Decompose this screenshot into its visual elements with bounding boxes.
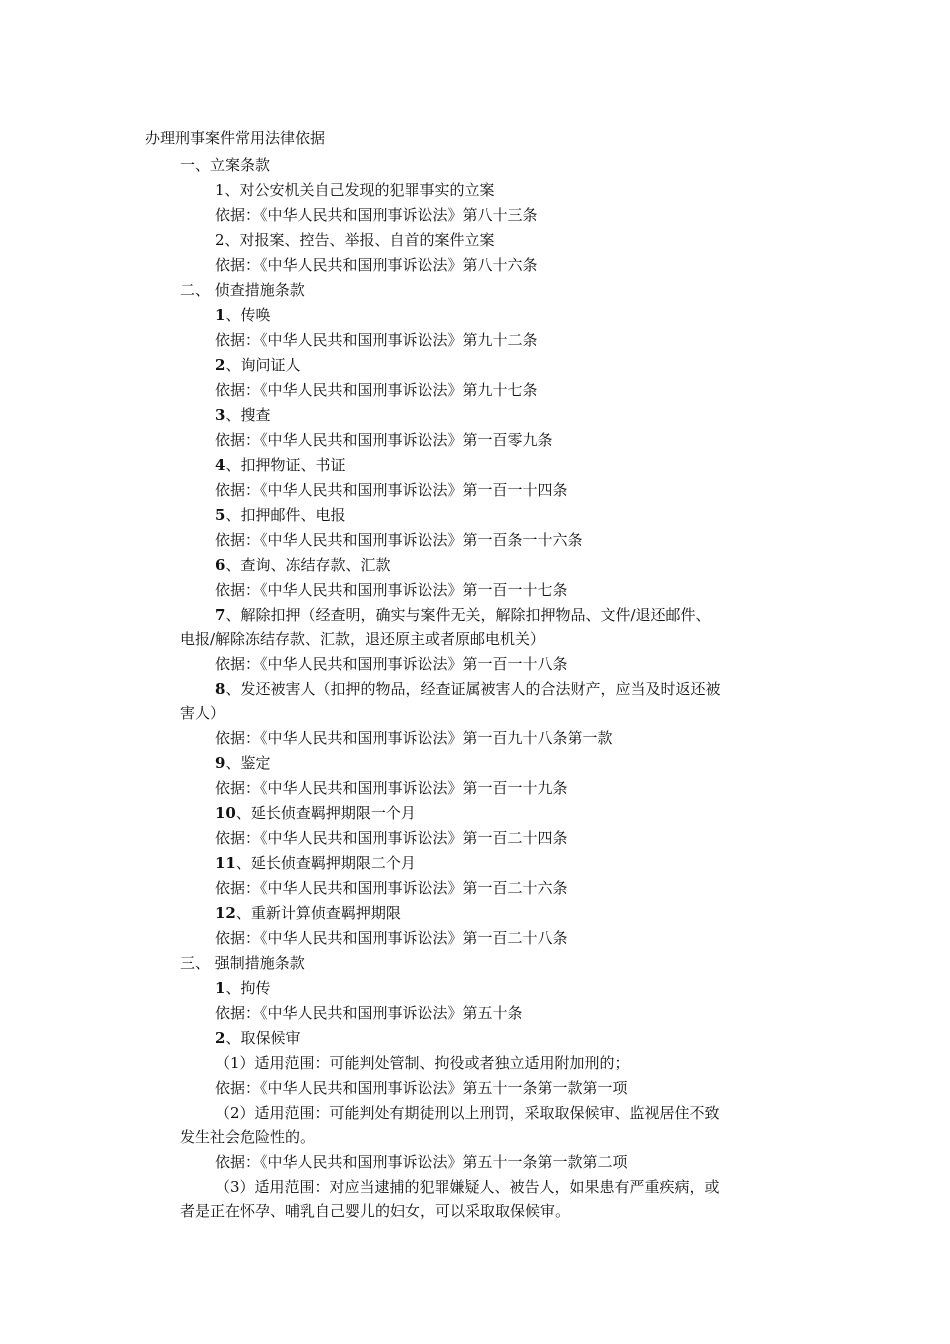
text-line xyxy=(215,430,553,450)
line-text: 依据：《中华人民共和国刑事诉讼法》第五十一条第一款第二项 xyxy=(215,1153,628,1171)
line-text: 、询问证人 xyxy=(225,356,301,374)
text-line xyxy=(215,480,568,500)
text-line xyxy=(215,180,495,200)
line-text: 依据：《中华人民共和国刑事诉讼法》第一百二十四条 xyxy=(215,829,568,847)
item-number: 1 xyxy=(215,979,226,997)
item-number: 7 xyxy=(215,606,226,624)
text-line xyxy=(180,629,545,649)
line-text: 依据：《中华人民共和国刑事诉讼法》第五十条 xyxy=(215,1004,523,1022)
text-line xyxy=(215,505,345,525)
line-text: 办理刑事案件常用法律依据 xyxy=(145,129,326,147)
text-line xyxy=(215,305,270,325)
document-title xyxy=(145,128,325,148)
line-text: 依据：《中华人民共和国刑事诉讼法》第一百条一十六条 xyxy=(215,531,583,549)
line-text: 、搜查 xyxy=(225,406,271,424)
line-text: 、拘传 xyxy=(225,979,271,997)
text-line xyxy=(215,778,568,798)
text-line xyxy=(215,380,538,400)
text-line xyxy=(215,803,416,823)
line-text: 依据：《中华人民共和国刑事诉讼法》第一百二十六条 xyxy=(215,879,568,897)
text-line xyxy=(180,1127,315,1147)
item-number: 10 xyxy=(215,804,236,822)
line-text: 依据：《中华人民共和国刑事诉讼法》第九十七条 xyxy=(215,381,538,399)
text-line xyxy=(215,828,568,848)
item-number: 4 xyxy=(215,456,226,474)
line-text: 依据：《中华人民共和国刑事诉讼法》第八十六条 xyxy=(215,256,538,274)
line-text: 发生社会危险性的。 xyxy=(180,1128,316,1146)
text-line xyxy=(180,155,270,175)
text-line xyxy=(215,903,401,923)
line-text: 三、 强制措施条款 xyxy=(180,954,305,972)
item-number: 11 xyxy=(215,854,236,872)
line-text: 依据：《中华人民共和国刑事诉讼法》第九十二条 xyxy=(215,331,538,349)
text-line xyxy=(215,255,538,275)
line-text: （3）适用范围：对应当逮捕的犯罪嫌疑人、被告人，如果患有严重疾病，或 xyxy=(215,1178,720,1196)
text-line xyxy=(215,753,270,773)
text-line xyxy=(215,1152,628,1172)
line-text: 、重新计算侦查羁押期限 xyxy=(235,904,401,922)
text-line xyxy=(215,1177,720,1197)
text-line xyxy=(215,1078,628,1098)
text-line xyxy=(215,205,538,225)
item-number: 2 xyxy=(215,356,226,374)
line-text: 、延长侦查羁押期限一个月 xyxy=(235,804,416,822)
text-line xyxy=(180,953,305,973)
line-text: 、取保候审 xyxy=(225,1029,301,1047)
text-line xyxy=(215,605,711,625)
item-number: 12 xyxy=(215,904,236,922)
line-text: 一、立案条款 xyxy=(180,156,271,174)
line-text: 依据：《中华人民共和国刑事诉讼法》第五十一条第一款第一项 xyxy=(215,1079,628,1097)
text-line xyxy=(180,1201,570,1221)
item-number: 1 xyxy=(215,306,226,324)
text-line xyxy=(215,355,300,375)
item-number: 8 xyxy=(215,680,226,698)
line-text: 依据：《中华人民共和国刑事诉讼法》第一百九十八条第一款 xyxy=(215,729,613,747)
line-text: 2、对报案、控告、举报、自首的案件立案 xyxy=(215,231,495,249)
text-line xyxy=(215,455,345,475)
line-text: 、解除扣押（经查明，确实与案件无关，解除扣押物品、文件/退还邮件、 xyxy=(225,606,711,624)
text-line xyxy=(215,330,538,350)
text-line xyxy=(215,679,720,699)
item-number: 5 xyxy=(215,506,226,524)
text-line xyxy=(215,728,613,748)
line-text: 依据：《中华人民共和国刑事诉讼法》第一百零九条 xyxy=(215,431,553,449)
text-line xyxy=(180,280,305,300)
line-text: 依据：《中华人民共和国刑事诉讼法》第八十三条 xyxy=(215,206,538,224)
line-text: 依据：《中华人民共和国刑事诉讼法》第一百一十九条 xyxy=(215,779,568,797)
line-text: （1）适用范围：可能判处管制、拘役或者独立适用附加刑的； xyxy=(215,1054,630,1072)
item-number: 3 xyxy=(215,406,226,424)
line-text: 依据：《中华人民共和国刑事诉讼法》第一百一十八条 xyxy=(215,655,568,673)
text-line xyxy=(180,703,225,723)
line-text: 依据：《中华人民共和国刑事诉讼法》第一百一十四条 xyxy=(215,481,568,499)
text-line xyxy=(215,654,568,674)
text-line xyxy=(215,580,568,600)
line-text: 、发还被害人（扣押的物品，经查证属被害人的合法财产，应当及时返还被 xyxy=(225,680,721,698)
line-text: 、扣押邮件、电报 xyxy=(225,506,346,524)
text-line xyxy=(215,1003,523,1023)
item-number: 2 xyxy=(215,1029,226,1047)
line-text: 二、 侦查措施条款 xyxy=(180,281,305,299)
line-text: 、延长侦查羁押期限二个月 xyxy=(235,854,416,872)
text-line xyxy=(215,853,416,873)
text-line xyxy=(215,405,270,425)
item-number: 6 xyxy=(215,556,226,574)
line-text: 、查询、冻结存款、汇款 xyxy=(225,556,391,574)
text-line xyxy=(215,978,270,998)
line-text: 依据：《中华人民共和国刑事诉讼法》第一百一十七条 xyxy=(215,581,568,599)
line-text: 、鉴定 xyxy=(225,754,271,772)
text-line xyxy=(215,555,390,575)
text-line xyxy=(215,1103,720,1123)
text-line xyxy=(215,1028,300,1048)
text-line xyxy=(215,1053,630,1073)
line-text: 依据：《中华人民共和国刑事诉讼法》第一百二十八条 xyxy=(215,929,568,947)
line-text: 、扣押物证、书证 xyxy=(225,456,346,474)
line-text: 1、对公安机关自己发现的犯罪事实的立案 xyxy=(215,181,495,199)
item-number: 9 xyxy=(215,754,226,772)
text-line xyxy=(215,530,583,550)
text-line xyxy=(215,928,568,948)
text-line xyxy=(215,230,495,250)
text-line xyxy=(215,878,568,898)
line-text: 、传唤 xyxy=(225,306,271,324)
line-text: （2）适用范围：可能判处有期徒刑以上刑罚，采取取保候审、监视居住不致 xyxy=(215,1104,720,1122)
line-text: 者是正在怀孕、哺乳自己婴儿的妇女，可以采取取保候审。 xyxy=(180,1202,571,1220)
line-text: 电报/解除冻结存款、汇款，退还原主或者原邮电机关） xyxy=(180,630,546,648)
line-text: 害人） xyxy=(180,704,226,722)
